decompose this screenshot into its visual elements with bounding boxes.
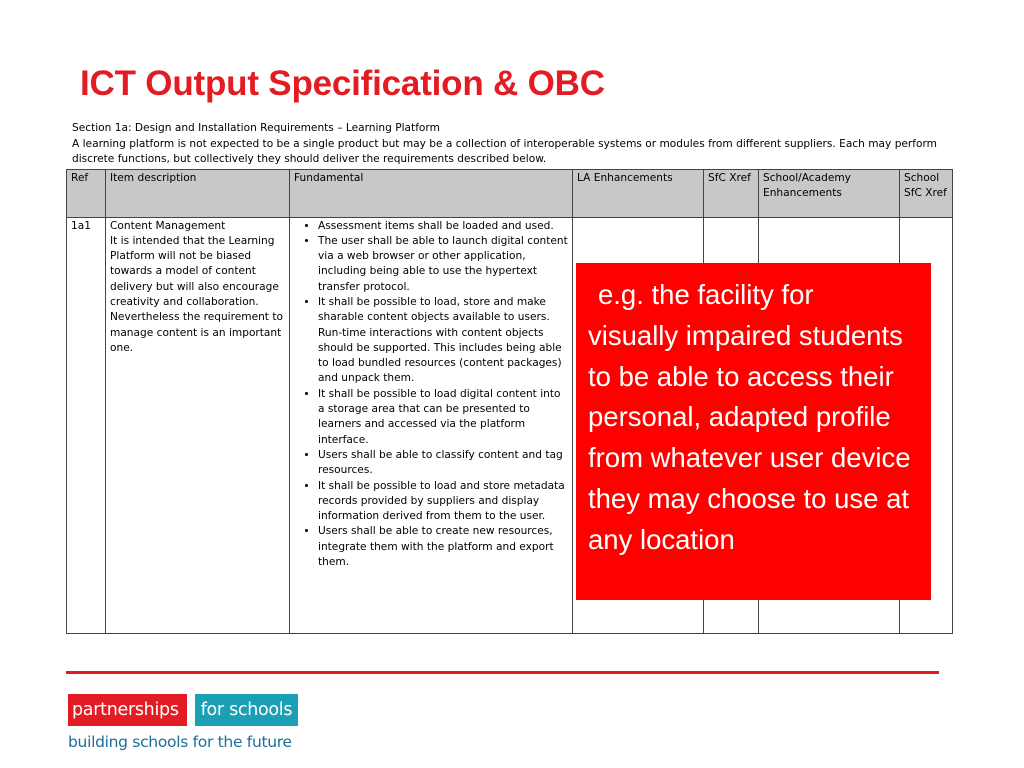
column-header-fundamental: Fundamental (290, 169, 573, 217)
footer-divider (66, 671, 939, 674)
callout-box (576, 263, 931, 600)
column-header-school-sfc-xref: School SfC Xref (900, 169, 953, 217)
column-header-ref: Ref (67, 169, 106, 217)
logo-part-partnerships: partnerships (68, 694, 187, 726)
section-intro: A learning platform is not expected to be a single product but may be a collection of interoperable systems or modules from different suppliers. Each may perform discrete functions, but collectively they should deliver the requirements described below. (72, 137, 937, 165)
list-item: • It shall be possible to load digital content into a storage area that can be presented to learners and accessed via the platform interface. (318, 387, 568, 448)
logo-part-for-schools: for schools (195, 694, 299, 726)
row-item-description (106, 217, 290, 633)
table-header-row (67, 169, 953, 217)
item-body: It is intended that the Learning Platform will not be biased towards a model of content delivery but will also encourage creativity and collaboration. Nevertheless the requirement to manage content is an important one. (110, 234, 283, 354)
list-item: • It shall be possible to load and store metadata records provided by suppliers and display information derived from them to the user. (318, 479, 568, 525)
item-title: Content Management (110, 219, 226, 232)
callout-lead: e.g. the facility for (598, 279, 814, 310)
list-item: • Assessment items shall be loaded and used. (318, 219, 568, 234)
row-fundamental (290, 217, 573, 633)
column-header-school-academy-enhancements: School/Academy Enhancements (759, 169, 900, 217)
slide-title: ICT Output Specification & OBC (80, 64, 605, 103)
callout-body: visually impaired students to be able to access their personal, adapted profile from whatever user device they may choose to use at any location (588, 319, 911, 555)
list-item: • It shall be possible to load, store and make sharable content objects available to users. Run-time interactions with content objects should be supported. This includes being able to load bundled resources (content packages) and unpack them. (318, 295, 568, 387)
row-ref: 1a1 (67, 217, 106, 633)
list-item: • The user shall be able to launch digital content via a web browser or other application, including being able to use the hypertext transfer protocol. (318, 234, 568, 295)
logo-wordmark (68, 694, 298, 726)
section-heading: Section 1a: Design and Installation Requirements – Learning Platform (72, 122, 440, 134)
fundamental-list (294, 219, 568, 571)
partnerships-for-schools-logo (68, 694, 298, 751)
list-item: • Users shall be able to create new resources, integrate them with the platform and export them. (318, 524, 568, 570)
column-header-item-description: Item description (106, 169, 290, 217)
logo-separator (187, 694, 195, 726)
logo-tagline: building schools for the future (68, 733, 292, 751)
column-header-sfc-xref: SfC Xref (704, 169, 759, 217)
column-header-la-enhancements: LA Enhancements (573, 169, 704, 217)
list-item: • Users shall be able to classify content and tag resources. (318, 448, 568, 479)
